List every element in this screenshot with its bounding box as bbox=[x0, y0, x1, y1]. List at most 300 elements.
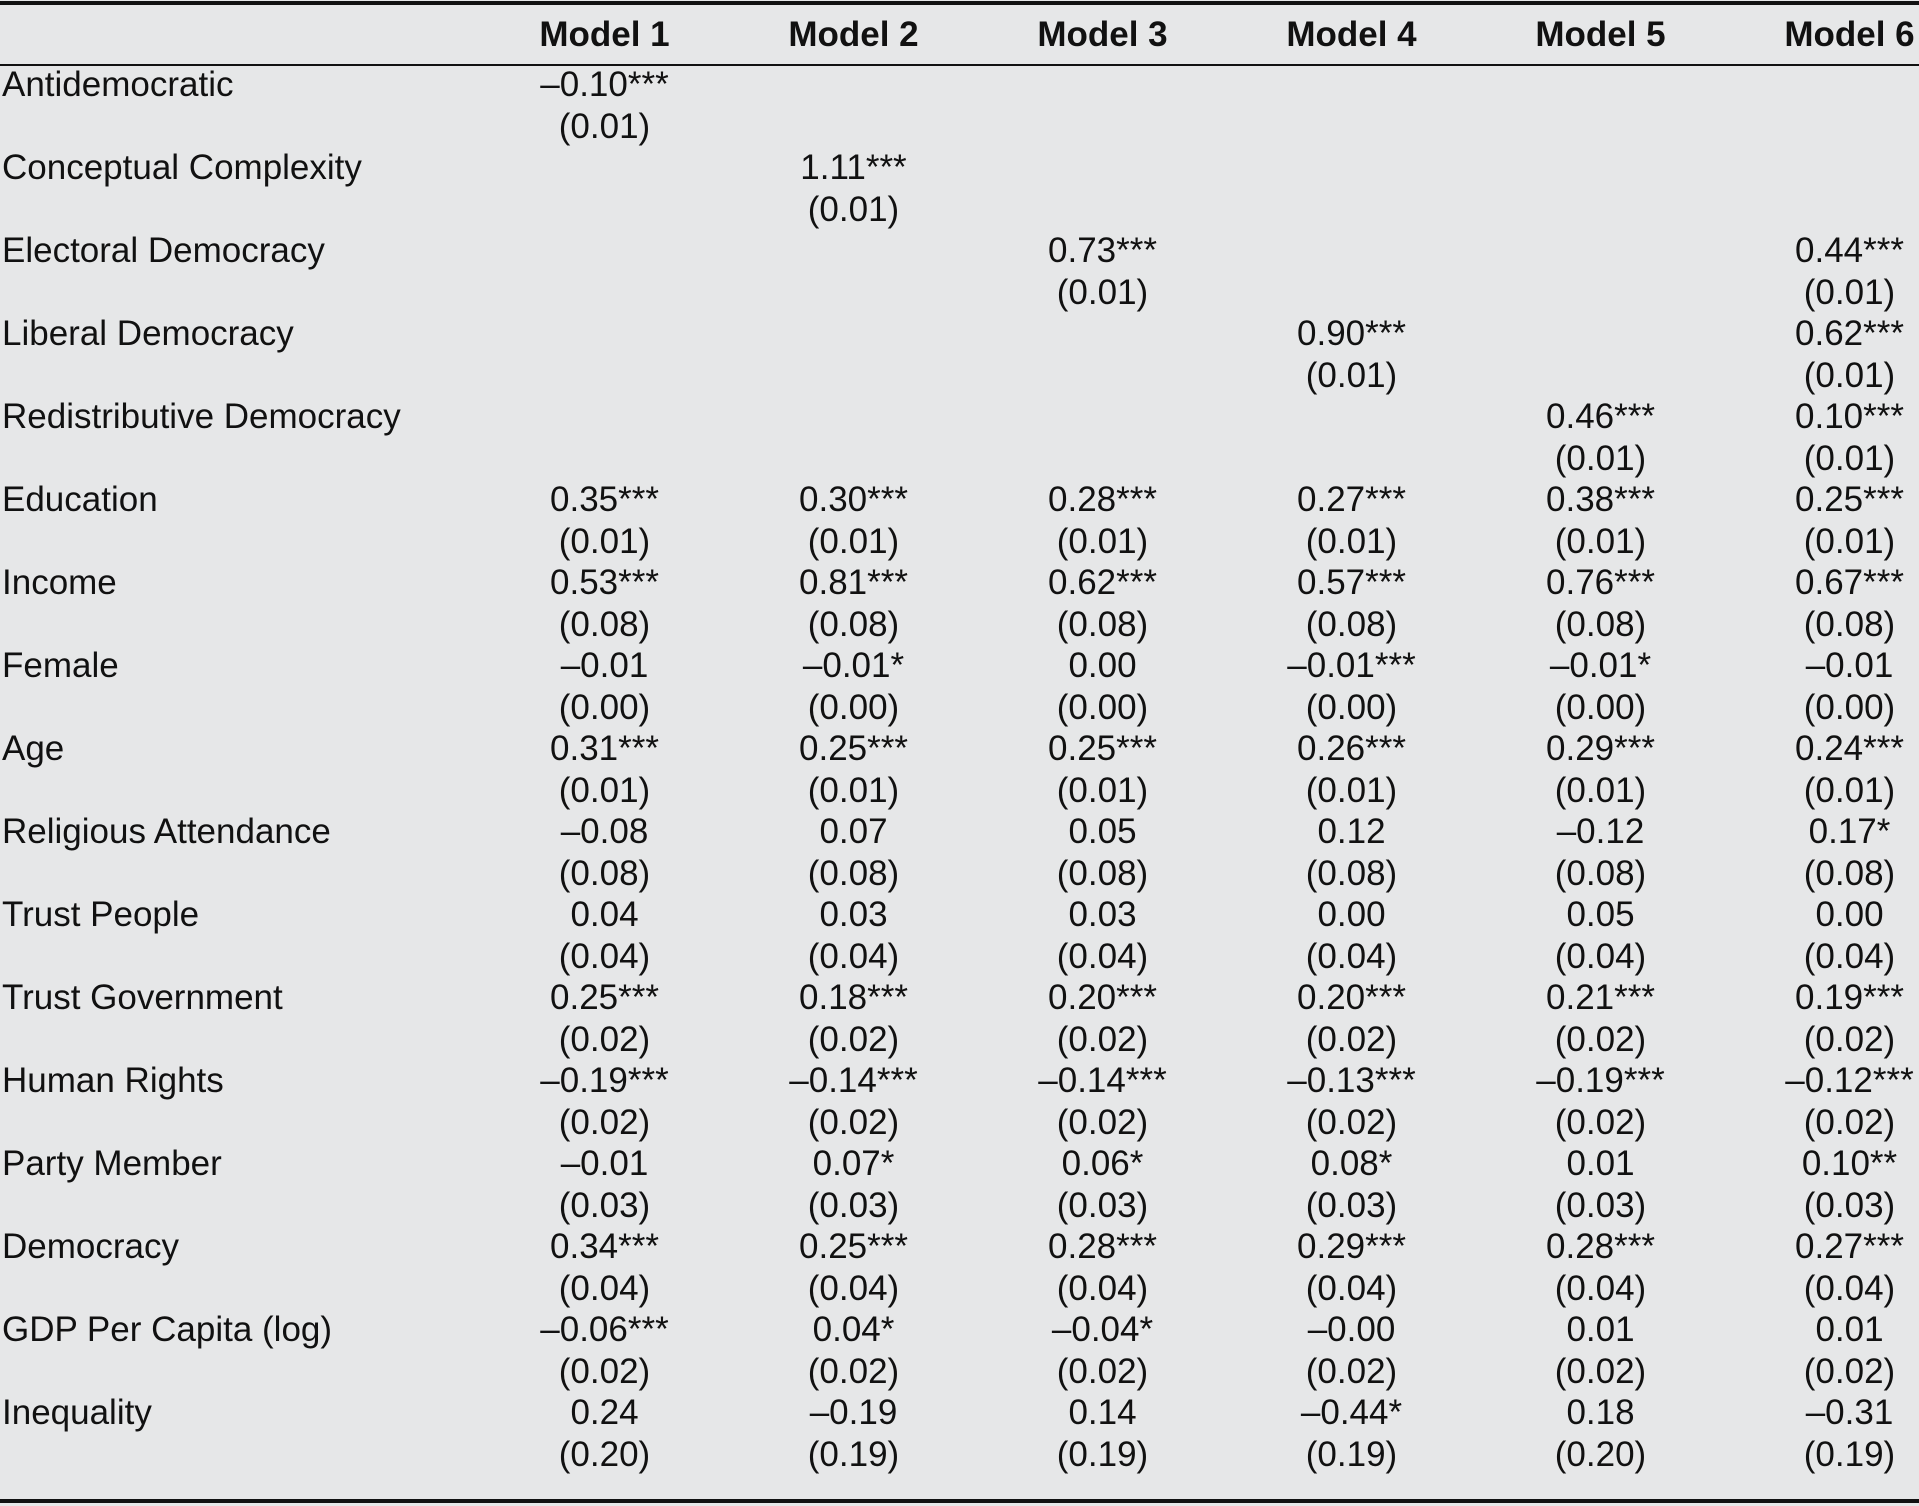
coefficient: 0.46*** bbox=[1546, 397, 1655, 436]
estimate-cell bbox=[729, 894, 978, 977]
coefficient: 0.76*** bbox=[1546, 563, 1655, 602]
coefficient: –0.19*** bbox=[1536, 1061, 1665, 1100]
estimate-cell bbox=[1227, 1226, 1476, 1309]
estimate-cell bbox=[1725, 230, 1919, 313]
estimate-cell bbox=[729, 1309, 978, 1392]
estimate-cell bbox=[1227, 811, 1476, 894]
estimate-cell bbox=[1725, 64, 1919, 147]
estimate-cell bbox=[978, 230, 1227, 313]
coefficient: –0.44* bbox=[1300, 1393, 1403, 1432]
coefficient: –0.01*** bbox=[1287, 646, 1416, 685]
estimate-cell bbox=[729, 1226, 978, 1309]
column-header: Model 6 bbox=[1784, 14, 1915, 54]
table-row bbox=[0, 479, 1919, 562]
estimate-cell bbox=[1227, 894, 1476, 977]
standard-error: (0.04) bbox=[1554, 936, 1647, 976]
estimate-cell bbox=[1227, 1143, 1476, 1226]
standard-error: (0.02) bbox=[1056, 1102, 1149, 1142]
estimate-cell bbox=[480, 645, 729, 728]
coefficient: 0.28*** bbox=[1546, 1227, 1655, 1266]
standard-error: (0.01) bbox=[558, 521, 651, 561]
standard-error: (0.08) bbox=[807, 604, 900, 644]
column-header: Model 3 bbox=[1037, 14, 1168, 54]
standard-error: (0.02) bbox=[807, 1351, 900, 1391]
variable-label: Female bbox=[2, 646, 119, 685]
variable-label: Human Rights bbox=[2, 1061, 224, 1100]
coefficient: –0.01 bbox=[1805, 646, 1894, 685]
estimate-cell bbox=[1476, 811, 1725, 894]
coefficient: 0.90*** bbox=[1297, 314, 1406, 353]
estimate-cell bbox=[1725, 977, 1919, 1060]
estimate-cell bbox=[978, 479, 1227, 562]
estimate-cell bbox=[729, 562, 978, 645]
coefficient: 0.25*** bbox=[550, 978, 659, 1017]
estimate-cell bbox=[978, 1226, 1227, 1309]
header-row bbox=[0, 5, 1919, 64]
standard-error: (0.03) bbox=[1803, 1185, 1896, 1225]
coefficient: 1.11*** bbox=[800, 148, 907, 187]
estimate-cell bbox=[729, 645, 978, 728]
coefficient: 0.20*** bbox=[1048, 978, 1157, 1017]
coefficient: 0.10** bbox=[1801, 1144, 1898, 1183]
estimate-cell bbox=[1476, 64, 1725, 147]
standard-error: (0.01) bbox=[1554, 770, 1647, 810]
coefficient: 0.17* bbox=[1808, 812, 1891, 851]
estimate-cell bbox=[480, 728, 729, 811]
coefficient: –0.01 bbox=[560, 1144, 649, 1183]
coefficient: –0.08 bbox=[560, 812, 649, 851]
estimate-cell bbox=[1725, 645, 1919, 728]
standard-error: (0.00) bbox=[807, 687, 900, 727]
coefficient: 0.53*** bbox=[550, 563, 659, 602]
coefficient: –0.13*** bbox=[1287, 1061, 1416, 1100]
estimate-cell bbox=[1476, 1226, 1725, 1309]
coefficient: –0.19 bbox=[809, 1393, 898, 1432]
coefficient: 0.19*** bbox=[1795, 978, 1904, 1017]
standard-error: (0.01) bbox=[1305, 521, 1398, 561]
estimate-cell bbox=[480, 1060, 729, 1143]
coefficient: 0.24 bbox=[570, 1393, 639, 1432]
estimate-cell bbox=[1227, 977, 1476, 1060]
estimate-cell bbox=[1476, 1060, 1725, 1143]
coefficient: –0.06*** bbox=[540, 1310, 669, 1349]
coefficient: 0.00 bbox=[1317, 895, 1386, 934]
standard-error: (0.01) bbox=[558, 770, 651, 810]
coefficient: –0.14*** bbox=[1038, 1061, 1167, 1100]
bottom-rule bbox=[0, 1499, 1919, 1503]
estimate-cell bbox=[1227, 1060, 1476, 1143]
standard-error: (0.08) bbox=[1803, 853, 1896, 893]
variable-label: Antidemocratic bbox=[2, 65, 234, 104]
coefficient: 0.04* bbox=[812, 1310, 895, 1349]
coefficient: 0.00 bbox=[1815, 895, 1884, 934]
standard-error: (0.04) bbox=[1056, 936, 1149, 976]
variable-label: Income bbox=[2, 563, 117, 602]
standard-error: (0.04) bbox=[1056, 1268, 1149, 1308]
coefficient: 0.04 bbox=[570, 895, 639, 934]
standard-error: (0.01) bbox=[1305, 355, 1398, 395]
estimate-cell bbox=[1476, 313, 1725, 396]
variable-label: Redistributive Democracy bbox=[2, 397, 401, 436]
estimate-cell bbox=[729, 811, 978, 894]
variable-label: Liberal Democracy bbox=[2, 314, 294, 353]
standard-error: (0.02) bbox=[807, 1019, 900, 1059]
coefficient: 0.08* bbox=[1310, 1144, 1393, 1183]
coefficient: –0.31 bbox=[1805, 1393, 1894, 1432]
coefficient: 0.05 bbox=[1068, 812, 1137, 851]
coefficient: 0.01 bbox=[1566, 1310, 1635, 1349]
column-header: Model 2 bbox=[788, 14, 919, 54]
estimate-cell bbox=[480, 1309, 729, 1392]
standard-error: (0.01) bbox=[1056, 770, 1149, 810]
coefficient: 0.10*** bbox=[1795, 397, 1904, 436]
estimate-cell bbox=[1476, 396, 1725, 479]
standard-error: (0.02) bbox=[1056, 1351, 1149, 1391]
estimate-cell bbox=[978, 811, 1227, 894]
estimate-cell bbox=[1476, 562, 1725, 645]
table-row bbox=[0, 1060, 1919, 1143]
coefficient: 0.25*** bbox=[799, 729, 908, 768]
estimate-cell bbox=[1476, 479, 1725, 562]
estimate-cell bbox=[729, 1392, 978, 1475]
standard-error: (0.04) bbox=[558, 1268, 651, 1308]
coefficient: 0.07 bbox=[819, 812, 888, 851]
estimate-cell bbox=[978, 977, 1227, 1060]
estimate-cell bbox=[1476, 645, 1725, 728]
standard-error: (0.04) bbox=[807, 1268, 900, 1308]
estimate-cell bbox=[480, 313, 729, 396]
variable-label: Inequality bbox=[2, 1393, 152, 1432]
standard-error: (0.19) bbox=[807, 1434, 900, 1474]
coefficient: 0.29*** bbox=[1546, 729, 1655, 768]
coefficient: 0.25*** bbox=[1795, 480, 1904, 519]
standard-error: (0.00) bbox=[1305, 687, 1398, 727]
estimate-cell bbox=[1725, 1226, 1919, 1309]
estimate-cell bbox=[978, 1392, 1227, 1475]
estimate-cell bbox=[480, 230, 729, 313]
standard-error: (0.01) bbox=[1803, 355, 1896, 395]
estimate-cell bbox=[729, 230, 978, 313]
standard-error: (0.08) bbox=[807, 853, 900, 893]
standard-error: (0.08) bbox=[1554, 853, 1647, 893]
estimate-cell bbox=[1725, 313, 1919, 396]
standard-error: (0.08) bbox=[1305, 604, 1398, 644]
coefficient: 0.01 bbox=[1815, 1310, 1884, 1349]
standard-error: (0.02) bbox=[558, 1351, 651, 1391]
coefficient: 0.01 bbox=[1566, 1144, 1635, 1183]
standard-error: (0.19) bbox=[1056, 1434, 1149, 1474]
standard-error: (0.03) bbox=[1056, 1185, 1149, 1225]
coefficient: 0.12 bbox=[1317, 812, 1386, 851]
estimate-cell bbox=[480, 147, 729, 230]
standard-error: (0.02) bbox=[1803, 1019, 1896, 1059]
standard-error: (0.04) bbox=[1803, 936, 1896, 976]
estimate-cell bbox=[1725, 479, 1919, 562]
standard-error: (0.02) bbox=[1803, 1102, 1896, 1142]
estimate-cell bbox=[1725, 1392, 1919, 1475]
standard-error: (0.01) bbox=[1305, 770, 1398, 810]
table-row bbox=[0, 396, 1919, 479]
estimate-cell bbox=[1725, 1143, 1919, 1226]
coefficient: –0.14*** bbox=[789, 1061, 918, 1100]
estimate-cell bbox=[1476, 230, 1725, 313]
estimate-cell bbox=[978, 645, 1227, 728]
coefficient: 0.30*** bbox=[799, 480, 908, 519]
standard-error: (0.02) bbox=[1554, 1019, 1647, 1059]
standard-error: (0.08) bbox=[1554, 604, 1647, 644]
coefficient: 0.62*** bbox=[1795, 314, 1904, 353]
standard-error: (0.08) bbox=[1803, 604, 1896, 644]
estimate-cell bbox=[1725, 811, 1919, 894]
standard-error: (0.02) bbox=[1305, 1019, 1398, 1059]
estimate-cell bbox=[978, 147, 1227, 230]
standard-error: (0.08) bbox=[1056, 853, 1149, 893]
estimate-cell bbox=[480, 562, 729, 645]
coefficient: 0.28*** bbox=[1048, 1227, 1157, 1266]
estimate-cell bbox=[729, 313, 978, 396]
standard-error: (0.04) bbox=[1803, 1268, 1896, 1308]
coefficient: 0.18*** bbox=[799, 978, 908, 1017]
estimate-cell bbox=[1725, 894, 1919, 977]
estimate-cell bbox=[729, 147, 978, 230]
standard-error: (0.00) bbox=[558, 687, 651, 727]
estimate-cell bbox=[480, 1392, 729, 1475]
standard-error: (0.03) bbox=[1305, 1185, 1398, 1225]
standard-error: (0.19) bbox=[1305, 1434, 1398, 1474]
estimate-cell bbox=[480, 64, 729, 147]
column-header: Model 4 bbox=[1286, 14, 1417, 54]
variable-label: Trust People bbox=[2, 895, 200, 934]
coefficient: 0.03 bbox=[1068, 895, 1137, 934]
column-header: Model 1 bbox=[539, 14, 670, 54]
estimate-cell bbox=[1227, 728, 1476, 811]
estimate-cell bbox=[1227, 64, 1476, 147]
estimate-cell bbox=[978, 1060, 1227, 1143]
estimate-cell bbox=[1725, 1309, 1919, 1392]
table-body bbox=[0, 64, 1919, 1475]
estimate-cell bbox=[1227, 562, 1476, 645]
estimate-cell bbox=[978, 313, 1227, 396]
estimate-cell bbox=[1725, 562, 1919, 645]
variable-label: Trust Government bbox=[2, 978, 283, 1017]
table-row bbox=[0, 811, 1919, 894]
coefficient: 0.31*** bbox=[550, 729, 659, 768]
estimate-cell bbox=[1476, 1143, 1725, 1226]
coefficient: 0.27*** bbox=[1795, 1227, 1904, 1266]
table-row bbox=[0, 313, 1919, 396]
estimate-cell bbox=[729, 1143, 978, 1226]
table-row bbox=[0, 894, 1919, 977]
table-row bbox=[0, 147, 1919, 230]
coefficient: 0.20*** bbox=[1297, 978, 1406, 1017]
table-row bbox=[0, 562, 1919, 645]
standard-error: (0.02) bbox=[1554, 1351, 1647, 1391]
standard-error: (0.00) bbox=[1056, 687, 1149, 727]
estimate-cell bbox=[1227, 479, 1476, 562]
estimate-cell bbox=[1725, 147, 1919, 230]
standard-error: (0.20) bbox=[558, 1434, 651, 1474]
standard-error: (0.08) bbox=[558, 604, 651, 644]
standard-error: (0.01) bbox=[807, 189, 900, 229]
estimate-cell bbox=[729, 977, 978, 1060]
estimate-cell bbox=[1725, 1060, 1919, 1143]
coefficient: –0.01* bbox=[802, 646, 905, 685]
estimate-cell bbox=[480, 977, 729, 1060]
standard-error: (0.02) bbox=[1554, 1102, 1647, 1142]
estimate-cell bbox=[978, 396, 1227, 479]
standard-error: (0.20) bbox=[1554, 1434, 1647, 1474]
estimate-cell bbox=[1227, 1309, 1476, 1392]
estimate-cell bbox=[1725, 396, 1919, 479]
variable-label: Electoral Democracy bbox=[2, 231, 325, 270]
standard-error: (0.04) bbox=[1305, 1268, 1398, 1308]
standard-error: (0.01) bbox=[1554, 521, 1647, 561]
estimate-cell bbox=[480, 1143, 729, 1226]
estimate-cell bbox=[1227, 1392, 1476, 1475]
standard-error: (0.00) bbox=[1803, 687, 1896, 727]
estimate-cell bbox=[978, 64, 1227, 147]
estimate-cell bbox=[729, 396, 978, 479]
standard-error: (0.03) bbox=[807, 1185, 900, 1225]
coefficient: 0.38*** bbox=[1546, 480, 1655, 519]
standard-error: (0.08) bbox=[1305, 853, 1398, 893]
coefficient: 0.07* bbox=[812, 1144, 895, 1183]
standard-error: (0.08) bbox=[1056, 604, 1149, 644]
table-row bbox=[0, 64, 1919, 147]
standard-error: (0.01) bbox=[807, 521, 900, 561]
standard-error: (0.19) bbox=[1803, 1434, 1896, 1474]
coefficient: 0.44*** bbox=[1795, 231, 1904, 270]
standard-error: (0.00) bbox=[1554, 687, 1647, 727]
estimate-cell bbox=[978, 728, 1227, 811]
table-row bbox=[0, 230, 1919, 313]
estimate-cell bbox=[480, 479, 729, 562]
coefficient: 0.28*** bbox=[1048, 480, 1157, 519]
estimate-cell bbox=[978, 1143, 1227, 1226]
standard-error: (0.01) bbox=[1803, 438, 1896, 478]
standard-error: (0.04) bbox=[1554, 1268, 1647, 1308]
table-row bbox=[0, 1143, 1919, 1226]
standard-error: (0.04) bbox=[1305, 936, 1398, 976]
coefficient: –0.12 bbox=[1556, 812, 1645, 851]
table-row bbox=[0, 645, 1919, 728]
estimate-cell bbox=[729, 728, 978, 811]
variable-label: Democracy bbox=[2, 1227, 179, 1266]
table-row bbox=[0, 1392, 1919, 1475]
standard-error: (0.01) bbox=[558, 106, 651, 146]
coefficient: 0.62*** bbox=[1048, 563, 1157, 602]
estimate-cell bbox=[480, 1226, 729, 1309]
standard-error: (0.01) bbox=[1803, 272, 1896, 312]
variable-label: Education bbox=[2, 480, 158, 519]
standard-error: (0.01) bbox=[1056, 272, 1149, 312]
coefficient: 0.03 bbox=[819, 895, 888, 934]
table-row bbox=[0, 1226, 1919, 1309]
estimate-cell bbox=[1476, 977, 1725, 1060]
coefficient: 0.81*** bbox=[799, 563, 908, 602]
coefficient: 0.57*** bbox=[1297, 563, 1406, 602]
coefficient: –0.01 bbox=[560, 646, 649, 685]
coefficient: 0.00 bbox=[1068, 646, 1137, 685]
standard-error: (0.01) bbox=[1056, 521, 1149, 561]
coefficient: 0.05 bbox=[1566, 895, 1635, 934]
coefficient: 0.25*** bbox=[799, 1227, 908, 1266]
column-header: Model 5 bbox=[1535, 14, 1666, 54]
coefficient: 0.35*** bbox=[550, 480, 659, 519]
standard-error: (0.04) bbox=[807, 936, 900, 976]
standard-error: (0.01) bbox=[1554, 438, 1647, 478]
table-row bbox=[0, 1309, 1919, 1392]
coefficient: –0.00 bbox=[1307, 1310, 1396, 1349]
standard-error: (0.04) bbox=[558, 936, 651, 976]
standard-error: (0.01) bbox=[807, 770, 900, 810]
coefficient: 0.34*** bbox=[550, 1227, 659, 1266]
standard-error: (0.03) bbox=[558, 1185, 651, 1225]
estimate-cell bbox=[480, 894, 729, 977]
estimate-cell bbox=[1227, 147, 1476, 230]
estimate-cell bbox=[1476, 1309, 1725, 1392]
estimate-cell bbox=[1227, 313, 1476, 396]
estimate-cell bbox=[1227, 645, 1476, 728]
coefficient: 0.18 bbox=[1566, 1393, 1635, 1432]
estimate-cell bbox=[978, 1309, 1227, 1392]
standard-error: (0.01) bbox=[1803, 770, 1896, 810]
estimate-cell bbox=[978, 562, 1227, 645]
variable-label: Conceptual Complexity bbox=[2, 148, 362, 187]
header-label-cell bbox=[0, 5, 480, 64]
estimate-cell bbox=[480, 811, 729, 894]
standard-error: (0.02) bbox=[807, 1102, 900, 1142]
estimate-cell bbox=[729, 1060, 978, 1143]
estimate-cell bbox=[1227, 230, 1476, 313]
coefficient: 0.26*** bbox=[1297, 729, 1406, 768]
standard-error: (0.02) bbox=[1056, 1019, 1149, 1059]
variable-label: Party Member bbox=[2, 1144, 222, 1183]
standard-error: (0.03) bbox=[1554, 1185, 1647, 1225]
coefficient: –0.12*** bbox=[1785, 1061, 1914, 1100]
variable-label: Age bbox=[2, 729, 65, 768]
estimate-cell bbox=[729, 479, 978, 562]
standard-error: (0.02) bbox=[1803, 1351, 1896, 1391]
coefficient: –0.04* bbox=[1051, 1310, 1154, 1349]
estimate-cell bbox=[978, 894, 1227, 977]
coefficient: 0.67*** bbox=[1795, 563, 1904, 602]
coefficient: –0.01* bbox=[1549, 646, 1652, 685]
coefficient: 0.06* bbox=[1061, 1144, 1144, 1183]
standard-error: (0.02) bbox=[1305, 1351, 1398, 1391]
estimate-cell bbox=[480, 396, 729, 479]
coefficient: 0.27*** bbox=[1297, 480, 1406, 519]
estimate-cell bbox=[1476, 147, 1725, 230]
table-row bbox=[0, 728, 1919, 811]
standard-error: (0.02) bbox=[558, 1019, 651, 1059]
coefficient: –0.19*** bbox=[540, 1061, 669, 1100]
coefficient: –0.10*** bbox=[540, 65, 669, 104]
variable-label: GDP Per Capita (log) bbox=[2, 1310, 333, 1349]
variable-label: Religious Attendance bbox=[2, 812, 331, 851]
estimate-cell bbox=[729, 64, 978, 147]
standard-error: (0.08) bbox=[558, 853, 651, 893]
table-row bbox=[0, 977, 1919, 1060]
standard-error: (0.01) bbox=[1803, 521, 1896, 561]
standard-error: (0.02) bbox=[558, 1102, 651, 1142]
coefficient: 0.24*** bbox=[1795, 729, 1904, 768]
estimate-cell bbox=[1725, 728, 1919, 811]
regression-table bbox=[0, 5, 1919, 1475]
coefficient: 0.14 bbox=[1068, 1393, 1137, 1432]
estimate-cell bbox=[1476, 728, 1725, 811]
coefficient: 0.73*** bbox=[1048, 231, 1157, 270]
